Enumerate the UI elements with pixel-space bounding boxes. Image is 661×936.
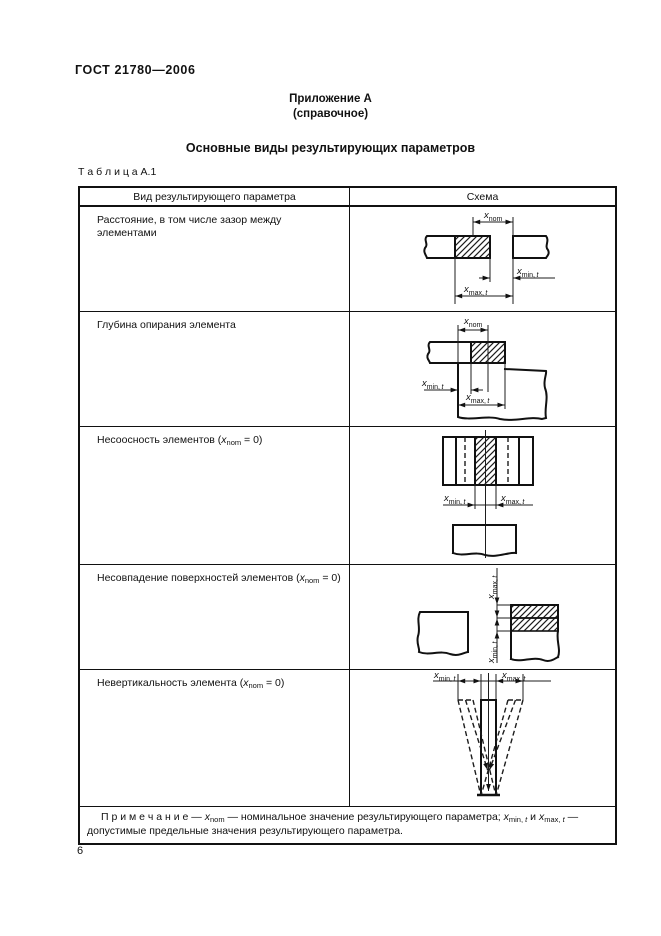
standard-code: ГОСТ 21780—2006 (75, 63, 196, 77)
page-number: 6 (77, 845, 84, 857)
page-title: Основные виды результирующих параметров (185, 141, 476, 155)
appendix-heading: Приложение А (289, 93, 372, 105)
header-schema-column: Схема (350, 187, 617, 206)
left-element (417, 612, 468, 655)
param-label-distance: Расстояние, в том числе зазор между элементами (97, 214, 282, 239)
diagram-surface-mismatch (350, 565, 615, 669)
table-header-row (79, 187, 616, 206)
x-nom-label: $x_{nom}$ (484, 210, 503, 223)
x-max-label: $x_{max,}$ t (502, 670, 526, 683)
param-label-bearing-depth: Глубина опирания элемента (97, 319, 236, 331)
diagram-axis-misalignment (350, 427, 615, 564)
table-note-row (79, 807, 616, 845)
tolerance-zone-hatch-lower (511, 618, 558, 631)
param-label-surface-mismatch: Несовпадение поверхностей элементов $(x_{nom} = 0)$ (97, 572, 341, 585)
table-row (79, 670, 616, 807)
param-label-non-verticality: Невертикальность элемента $(x_{nom} = 0)$ (97, 677, 285, 690)
table-caption: Т а б л и ц а А.1 (78, 166, 157, 178)
x-min-label: $x_{min,}$ t (444, 493, 466, 506)
diagram-distance-gap (350, 207, 615, 311)
x-nom-label: $x_{nom}$ (464, 316, 483, 329)
tolerance-zone-hatch (455, 236, 490, 258)
lower-element (453, 525, 516, 553)
table-row (79, 565, 616, 670)
x-max-label: $x_{max,}$ t (466, 392, 490, 405)
x-max-label: $x_{max,}t$ (486, 575, 499, 599)
param-label-misalignment: Несоосность элементов $(x_{nom} = 0)$ (97, 434, 263, 447)
header-param-column: Вид результирующего параметра (79, 187, 350, 206)
x-max-label: $x_{max,}$ t (464, 284, 488, 297)
parameters-table (78, 186, 617, 845)
x-min-label: $x_{min,}$ t (517, 266, 539, 279)
tolerance-zone-hatch-upper (511, 605, 558, 618)
table-row (79, 206, 616, 312)
x-max-label: $x_{max,}$ t (501, 493, 525, 506)
table-row (79, 427, 616, 565)
appendix-kind: (справочное) (292, 108, 369, 120)
x-min-label: $x_{min,}t$ (486, 641, 499, 663)
table-row (79, 312, 616, 427)
table-note: П р и м е ч а н и е — $x_{nom}$ — номинальное значение результирующего параметра; $x_{min, t}$ и $x_{max, t}$ — допустимые предельные значения результирующего параметра. (87, 811, 579, 837)
x-min-label: $x_{min,}$ t (422, 378, 444, 391)
x-min-label: $x_{min,}$ t (434, 670, 456, 683)
right-element (513, 236, 549, 258)
diagram-non-verticality (350, 670, 615, 806)
diagram-bearing-depth (350, 312, 615, 426)
